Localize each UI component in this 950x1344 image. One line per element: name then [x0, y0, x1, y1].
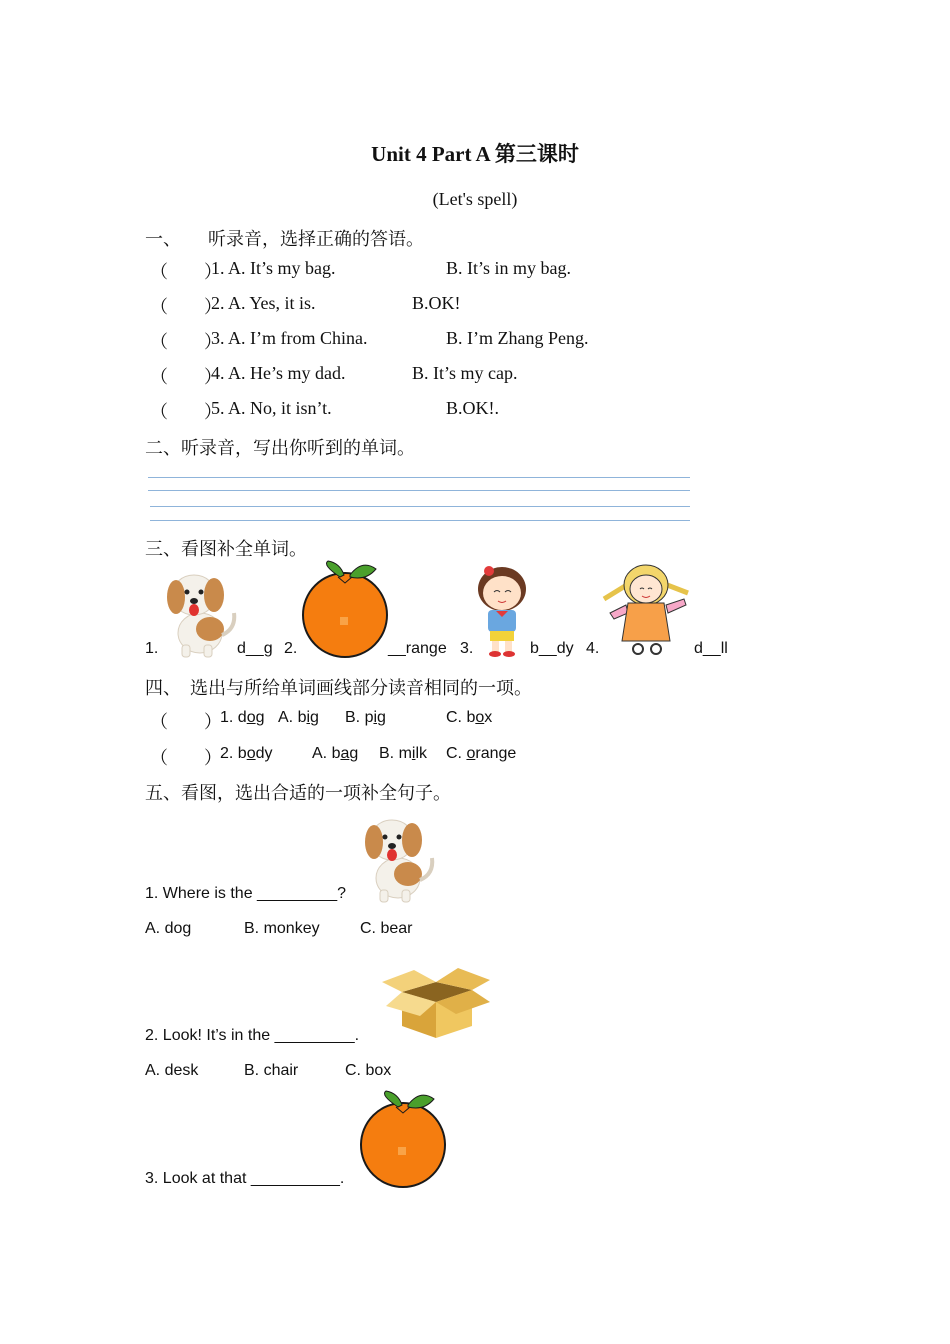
page-subtitle: (Let's spell)	[432, 189, 518, 209]
writing-line[interactable]	[150, 506, 690, 507]
orange-picture	[300, 563, 392, 658]
phonics-option-c: C. box	[446, 709, 493, 726]
item-number: 2.	[284, 640, 298, 657]
phonics-option-b: B. pig	[345, 709, 386, 726]
q2-option-a: 2. A. Yes, it is.	[211, 293, 316, 313]
writing-line[interactable]	[148, 477, 690, 478]
sentence-question-2[interactable]: 2. Look! It’s in the _________.	[145, 1027, 360, 1044]
section4-heading: 四、 选出与所给单词画线部分读音相同的一项。	[145, 678, 532, 698]
fill-word[interactable]: d__ll	[694, 640, 728, 657]
fill-word[interactable]: __range	[388, 640, 447, 657]
q1-option-b: B. It’s in my bag.	[446, 258, 571, 278]
q2-option-b: B.OK!	[412, 293, 461, 313]
answer-paren[interactable]: （ ）	[150, 712, 222, 732]
q4-option-b: B. It’s my cap.	[412, 363, 518, 383]
answer-paren[interactable]: （ ）	[150, 367, 222, 387]
phonics-question-2: 2. body	[220, 745, 273, 762]
section1-heading: 一、 听录音，选择正确的答语。	[145, 229, 424, 249]
item-number: 3.	[460, 640, 474, 657]
q1-option-a: 1. A. It’s my bag.	[211, 258, 336, 278]
choice-option: C. bear	[360, 920, 413, 937]
girl-picture	[472, 565, 532, 657]
phonics-option-c: C. orange	[446, 745, 517, 762]
answer-paren[interactable]: （ ）	[150, 297, 222, 317]
dog-picture	[358, 808, 438, 903]
sentence-question-3[interactable]: 3. Look at that __________.	[145, 1170, 345, 1187]
fill-word[interactable]: b__dy	[530, 640, 574, 657]
doll-picture	[600, 563, 692, 658]
fill-word[interactable]: d__g	[237, 640, 273, 657]
page-title: Unit 4 Part A 第三课时	[371, 142, 579, 166]
item-number: 1.	[145, 640, 159, 657]
section3-heading: 三、看图补全单词。	[145, 539, 307, 559]
section2-heading: 二、听录音，写出你听到的单词。	[145, 438, 415, 458]
writing-line[interactable]	[148, 490, 690, 491]
answer-paren[interactable]: （ ）	[150, 332, 222, 352]
answer-paren[interactable]: （ ）	[150, 402, 222, 422]
box-picture	[380, 962, 492, 1040]
answer-paren[interactable]: （ ）	[150, 262, 222, 282]
q4-option-a: 4. A. He’s my dad.	[211, 363, 346, 383]
choice-option: C. box	[345, 1062, 392, 1079]
choice-option: A. desk	[145, 1062, 199, 1079]
choice-option: A. dog	[145, 920, 192, 937]
writing-line[interactable]	[150, 520, 690, 521]
q5-option-a: 5. A. No, it isn’t.	[211, 398, 332, 418]
phonics-question-1: 1. dog	[220, 709, 265, 726]
choice-option: B. monkey	[244, 920, 320, 937]
answer-paren[interactable]: （ ）	[150, 748, 222, 768]
choice-option: B. chair	[244, 1062, 299, 1079]
dog-picture	[160, 563, 240, 658]
q5-option-b: B.OK!.	[446, 398, 499, 418]
q3-option-a: 3. A. I’m from China.	[211, 328, 368, 348]
phonics-option-a: A. bag	[312, 745, 359, 762]
sentence-question-1[interactable]: 1. Where is the _________?	[145, 885, 347, 902]
section5-heading: 五、看图，选出合适的一项补全句子。	[145, 783, 451, 803]
orange-picture	[358, 1093, 450, 1188]
phonics-option-a: A. big	[278, 709, 319, 726]
item-number: 4.	[586, 640, 600, 657]
q3-option-b: B. I’m Zhang Peng.	[446, 328, 589, 348]
phonics-option-b: B. milk	[379, 745, 428, 762]
